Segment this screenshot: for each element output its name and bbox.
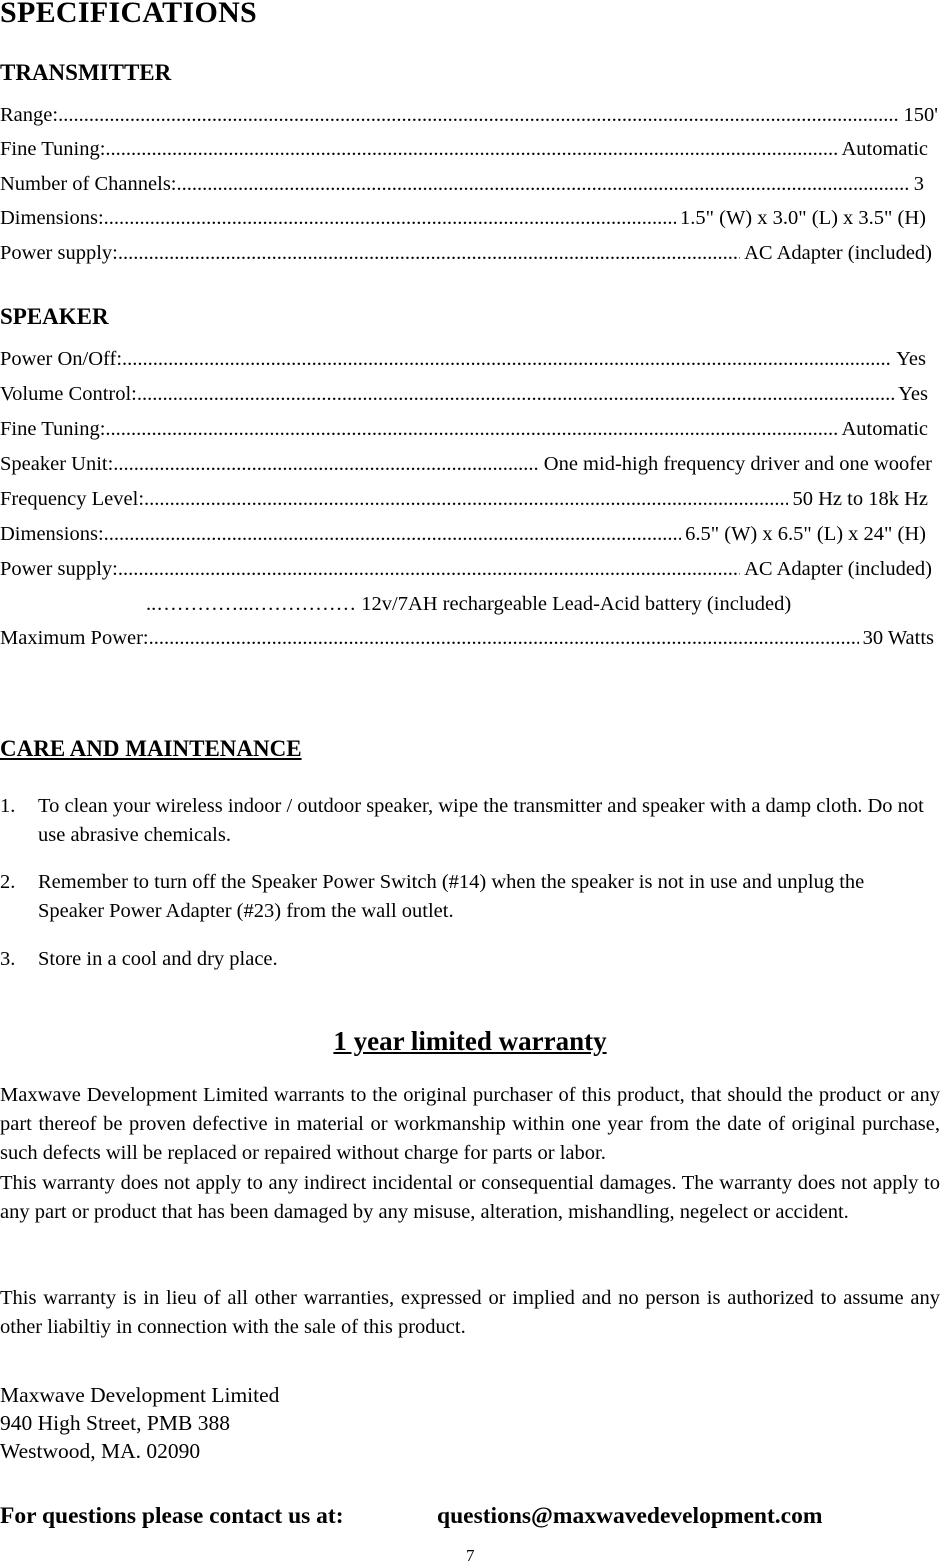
dot-leader: [104, 519, 681, 549]
dot-leader: [118, 238, 740, 268]
spec-value: AC Adapter (included): [744, 558, 932, 580]
spec-row-channels: [0, 169, 924, 199]
care-item-text: Store in a cool and dry place.: [38, 948, 278, 970]
dot-leader: [58, 100, 899, 130]
spec-value: Automatic: [841, 138, 928, 160]
spec-row-speaker-dimensions: [0, 519, 926, 549]
care-item: [0, 945, 935, 975]
spec-label: Fine Tuning:: [0, 418, 106, 440]
spec-label: Range:: [0, 104, 59, 126]
care-item-number: 3.: [0, 948, 16, 970]
spec-value: 30 Watts: [862, 627, 934, 649]
care-item-text: Remember to turn off the Speaker Power Switch (#14) when the speaker is not in use and unplug the Speaker Power Adapter (#23) from the wall outlet.: [38, 871, 865, 922]
dot-leader: [137, 379, 894, 409]
spec-label: Fine Tuning:: [0, 138, 106, 160]
spec-row-frequency-level: [0, 484, 928, 514]
power-supply-battery-line: ..…………...…………… 12v/7AH rechargeable Lead-Acid battery (included): [146, 593, 792, 615]
spec-label: Power supply:: [0, 242, 118, 264]
warranty-title: 1 year limited warranty: [333, 1026, 607, 1056]
dot-leader: [104, 203, 676, 233]
spec-value: 50 Hz to 18k Hz: [792, 488, 928, 510]
warranty-paragraph: This warranty does not apply to any indirect incidental or consequential damages. The warranty does not apply to any part or product that has been damaged by any misuse, alteration, mishandling, negelect or accident.: [0, 1172, 940, 1223]
spec-value: 6.5" (W) x 6.5" (L) x 24" (H): [685, 523, 926, 545]
spec-row-volume-control: [0, 379, 928, 409]
care-item-text: To clean your wireless indoor / outdoor speaker, wipe the transmitter and speaker with a damp cloth. Do not use abrasive chemicals.: [38, 795, 924, 846]
spec-label: Dimensions:: [0, 207, 104, 229]
spec-label: Frequency Level:: [0, 488, 145, 510]
spec-label: Power supply:: [0, 558, 118, 580]
spec-row-power-on-off: [0, 344, 926, 374]
spec-label: Dimensions:: [0, 523, 104, 545]
spec-row-dimensions: [0, 203, 926, 233]
spec-value: One mid-high frequency driver and one woofer: [543, 453, 932, 475]
spec-value: Automatic: [841, 418, 928, 440]
page-number: 7: [466, 1546, 475, 1565]
spec-row-maximum-power: [0, 623, 934, 653]
warranty-paragraph: Maxwave Development Limited warrants to the original purchaser of this product, that should the product or any part thereof be proven defective in material or workmanship within one year from the date of original purchase, such defects will be replaced or repaired without charge for parts or labor.: [0, 1084, 940, 1164]
spec-row-speaker-fine-tuning: [0, 414, 928, 444]
spec-label: Volume Control:: [0, 383, 137, 405]
address-city: Westwood, MA. 02090: [0, 1439, 201, 1463]
dot-leader: [149, 623, 859, 653]
spec-label: Maximum Power:: [0, 627, 149, 649]
contact-label: For questions please contact us at:: [0, 1503, 344, 1529]
transmitter-heading: TRANSMITTER: [0, 60, 172, 85]
warranty-paragraph: This warranty is in lieu of all other warranties, expressed or implied and no person is authorized to assume any other liabiltiy in connection with the sale of this product.: [0, 1287, 940, 1338]
spec-row-fine-tuning: [0, 134, 928, 164]
spec-value: 3: [913, 173, 924, 195]
spec-value: Yes: [896, 348, 926, 370]
care-item: [0, 868, 935, 928]
dot-leader: [144, 484, 788, 514]
dot-leader: [118, 554, 740, 584]
care-item-number: 2.: [0, 871, 16, 893]
spec-row-range: [0, 100, 938, 130]
dot-leader: [113, 449, 539, 479]
spec-row-speaker-power-supply: [0, 554, 932, 584]
address-company: Maxwave Development Limited: [0, 1383, 280, 1407]
spec-value: 150': [903, 104, 938, 126]
spec-row-speaker-unit: [0, 449, 932, 479]
spec-label: Speaker Unit:: [0, 453, 114, 475]
spec-value: 1.5" (W) x 3.0" (L) x 3.5" (H): [680, 207, 926, 229]
spec-row-power-supply: [0, 238, 932, 268]
contact-email[interactable]: questions@maxwavedevelopment.com: [437, 1503, 823, 1529]
spec-label: Number of Channels:: [0, 173, 177, 195]
contact-line: [0, 1503, 823, 1530]
dot-leader: [105, 414, 837, 444]
care-item-number: 1.: [0, 795, 16, 817]
care-item: [0, 792, 935, 852]
address-street: 940 High Street, PMB 388: [0, 1411, 230, 1435]
dot-leader: [122, 344, 892, 374]
spec-label: Power On/Off:: [0, 348, 123, 370]
spec-value: AC Adapter (included): [744, 242, 932, 264]
spec-value: Yes: [898, 383, 928, 405]
care-heading: CARE AND MAINTENANCE: [0, 736, 302, 761]
dot-leader: [177, 169, 910, 199]
speaker-heading: SPEAKER: [0, 304, 109, 329]
page-title: SPECIFICATIONS: [0, 0, 258, 29]
dot-leader: [105, 134, 837, 164]
